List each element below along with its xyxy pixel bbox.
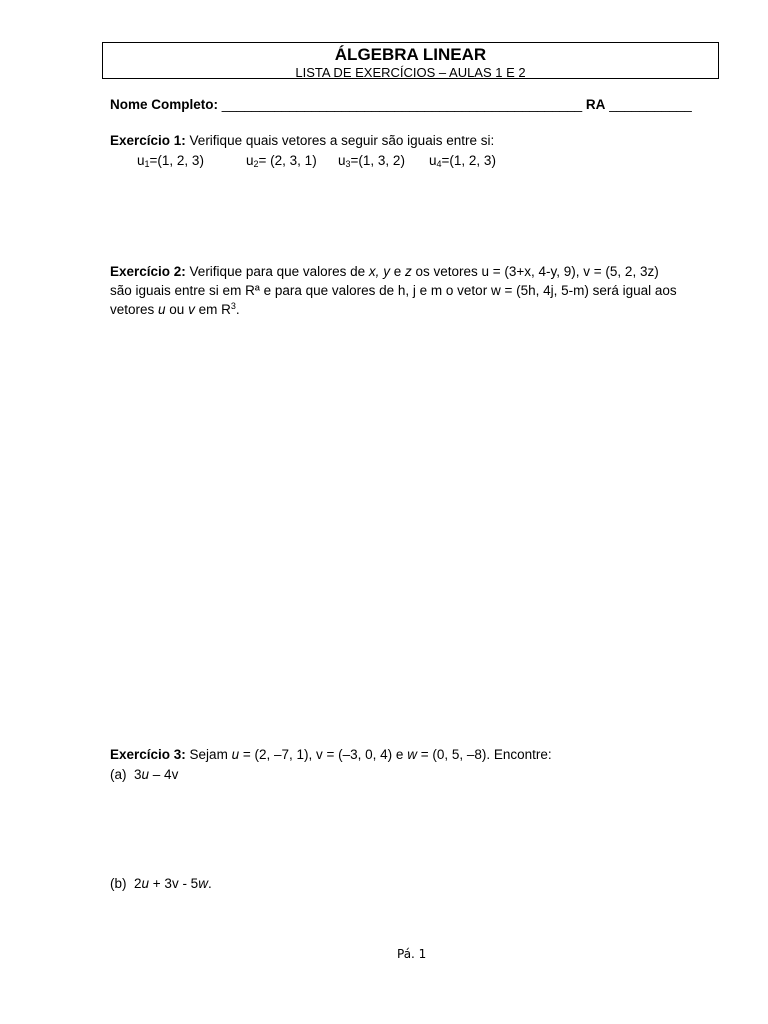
exercise-2-label: Exercício 2: xyxy=(110,264,186,279)
exercise-3-statement: Exercício 3: Sejam u = (2, –7, 1), v = (–3, 0, 4) e w = (0, 5, –8). Encontre: xyxy=(110,747,552,762)
exercise-1-text: Verifique quais vetores a seguir são iguais entre si: xyxy=(185,133,495,148)
name-line xyxy=(110,95,692,114)
exercise-1-statement xyxy=(110,131,494,150)
exercise-2-line-2: são iguais entre si em Rª e para que valores de h, j e m o vetor w = (5h, 4j, 5-m) será igual aos xyxy=(110,283,677,298)
vector-u3: $u_3=(1$, 3, 2) xyxy=(338,153,405,169)
exercise-1-label: Exercício 1: xyxy=(110,133,186,148)
name-blank: ________________________________________________ xyxy=(221,97,583,112)
exercise-3-item-a: (a) 3u – 4v xyxy=(110,767,179,782)
vector-u1: $u_1=(1$, 2, 3) xyxy=(137,153,204,169)
name-label: Nome Completo: xyxy=(110,97,218,112)
exercise-3-label: Exercício 3: xyxy=(110,747,186,762)
page-number: Pá. 1 xyxy=(397,947,427,961)
exercise-3-item-b: (b) 2u + 3v - 5w. xyxy=(110,876,212,891)
document-title: ÁLGEBRA LINEAR xyxy=(334,45,487,64)
exercise-2-line-1: Exercício 2: Verifique para que valores de x, y e z os vetores u = (3+x, 4-y, 9), v = (5, 2, 3z) xyxy=(110,264,659,279)
vector-u4: $u_4=(1$, 2, 3) xyxy=(429,153,496,169)
ra-label: RA xyxy=(585,97,606,112)
ra-blank: ___________ xyxy=(609,97,692,112)
exercise-2-line-3: vetores u ou v em $R^3$. xyxy=(110,301,240,317)
vector-u2: $u_2= (2$, 3, 1) xyxy=(246,153,317,169)
document-header xyxy=(102,42,719,79)
document-subtitle: LISTA DE EXERCÍCIOS – AULAS 1 E 2 xyxy=(295,65,526,80)
